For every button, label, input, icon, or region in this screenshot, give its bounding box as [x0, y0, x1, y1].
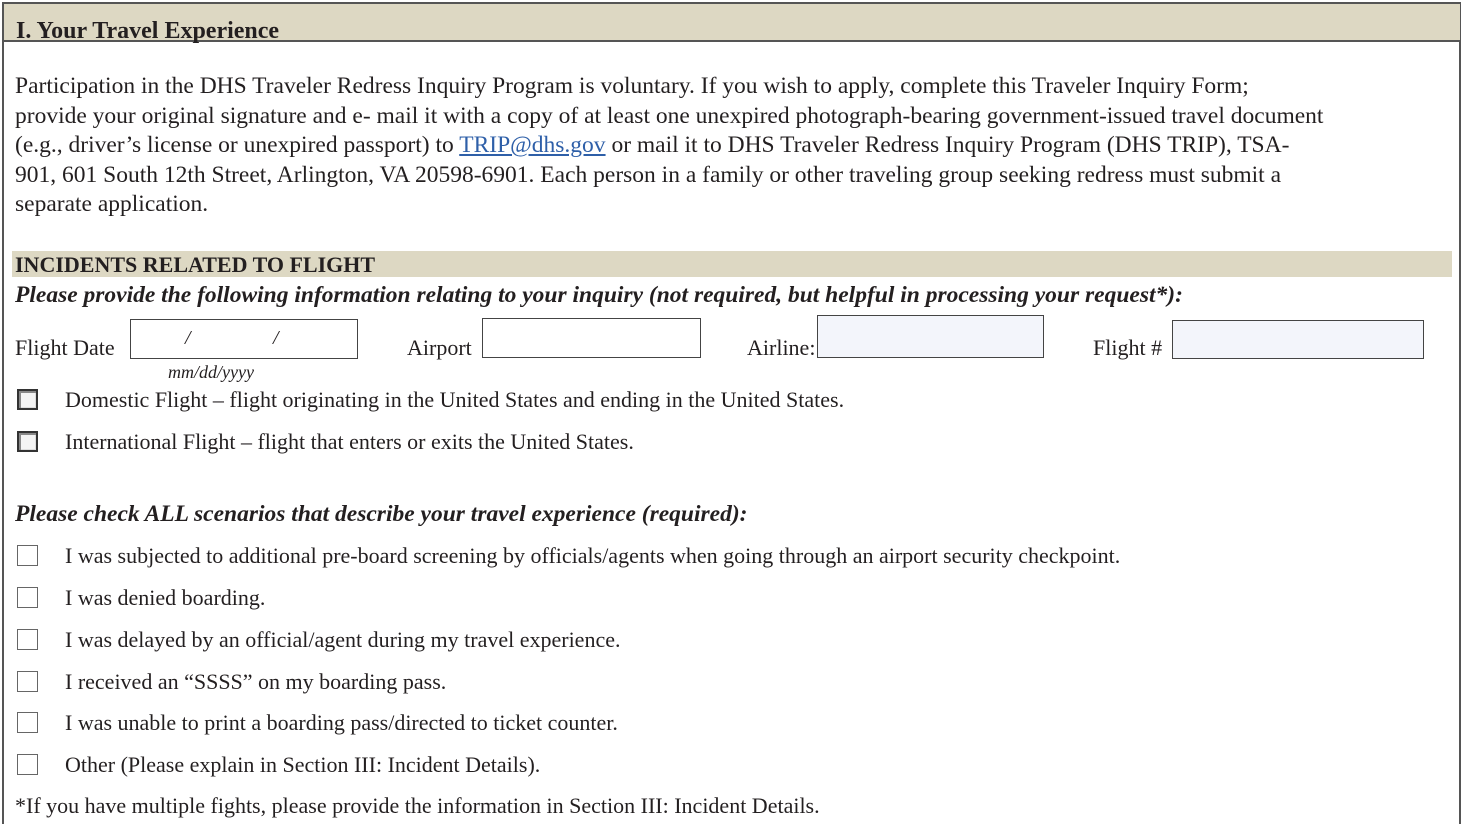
airline-input[interactable]: [817, 315, 1044, 358]
airport-input[interactable]: [482, 318, 701, 358]
flight-date-input[interactable]: [130, 319, 358, 359]
intro-text: or mail it to DHS Traveler Redress Inquiry Program (DHS TRIP), TSA-: [605, 132, 1290, 158]
intro-paragraph: [15, 72, 1455, 220]
incidents-prompt: Please provide the following information relating to your inquiry (not required, but helpful in processing your request*):: [15, 282, 1183, 308]
intro-line: [15, 131, 1455, 161]
section-title: I. Your Travel Experience: [16, 18, 280, 44]
flight-number-input[interactable]: [1172, 320, 1424, 359]
date-separator: /: [273, 327, 279, 349]
intro-text: (e.g., driver’s license or unexpired passport) to: [15, 132, 460, 158]
date-format-hint: mm/dd/yyyy: [168, 362, 254, 382]
scenarios-prompt: Please check ALL scenarios that describe your travel experience (required):: [15, 501, 748, 527]
scenario-checkbox[interactable]: [17, 671, 38, 692]
international-flight-label: International Flight – flight that enters or exits the United States.: [65, 429, 634, 454]
intro-line: separate application.: [15, 191, 209, 217]
footnote: *If you have multiple fights, please provide the information in Section III: Incident Details.: [15, 793, 820, 818]
scenario-label: Other (Please explain in Section III: Incident Details).: [65, 752, 541, 777]
domestic-flight-checkbox[interactable]: [17, 389, 38, 410]
intro-line: 901, 601 South 12th Street, Arlington, VA 20598-6901. Each person in a family or other traveling group seeking redress must submit a: [15, 161, 1282, 188]
scenario-label: I was delayed by an official/agent during my travel experience.: [65, 627, 621, 652]
flight-number-label: Flight #: [1093, 335, 1163, 360]
section-header: [4, 4, 1460, 42]
intro-line: provide your original signature and e- mail it with a copy of at least one unexpired photograph-bearing government-issued travel document: [15, 102, 1324, 129]
scenario-label: I received an “SSSS” on my boarding pass.: [65, 669, 447, 694]
airline-label: Airline:: [747, 335, 816, 360]
scenario-label: I was subjected to additional pre-board screening by officials/agents when going through an airport security checkpoint.: [65, 543, 1121, 568]
domestic-flight-label: Domestic Flight – flight originating in the United States and ending in the United States.: [65, 387, 845, 412]
date-separator: /: [185, 327, 191, 349]
scenario-checkbox[interactable]: [17, 712, 38, 733]
scenario-checkbox[interactable]: [17, 545, 38, 566]
incidents-title: INCIDENTS RELATED TO FLIGHT: [15, 252, 376, 277]
scenario-label: I was denied boarding.: [65, 585, 266, 610]
email-link[interactable]: TRIP@dhs.gov: [459, 132, 606, 158]
airport-label: Airport: [407, 335, 472, 360]
scenario-label: I was unable to print a boarding pass/directed to ticket counter.: [65, 710, 618, 735]
scenario-checkbox[interactable]: [17, 629, 38, 650]
intro-line: Participation in the DHS Traveler Redress Inquiry Program is voluntary. If you wish to apply, complete this Traveler Inquiry Form;: [15, 73, 1249, 99]
scenario-checkbox[interactable]: [17, 587, 38, 608]
scenario-checkbox[interactable]: [17, 754, 38, 775]
international-flight-checkbox[interactable]: [17, 431, 38, 452]
flight-date-label: Flight Date: [15, 335, 115, 360]
